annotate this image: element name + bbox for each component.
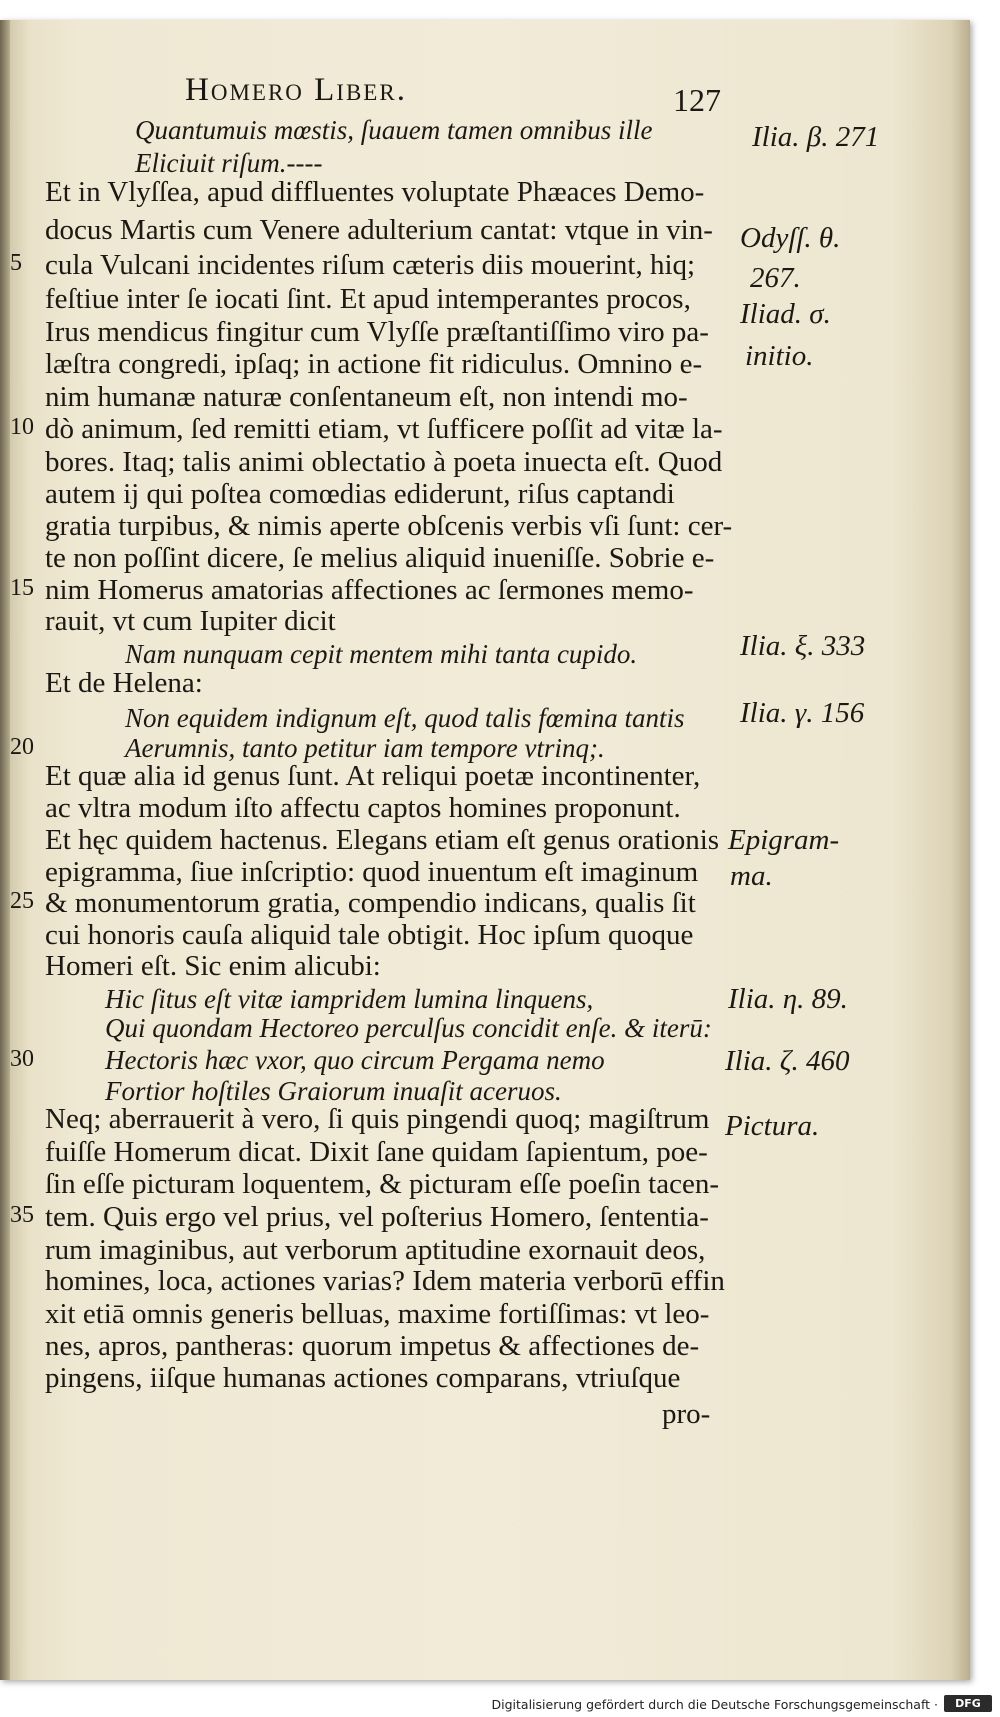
line-text: pingens, iiſque humanas actiones comparans, vtriuſque [45, 1362, 681, 1394]
catchword: pro- [662, 1398, 711, 1430]
margin-note: Odyſſ. θ. [740, 222, 841, 254]
line-text: cula Vulcani incidentes riſum cæteris diis mouerint, hiq; [45, 249, 696, 281]
book-spine-edge [0, 20, 10, 1680]
line-text: Qui quondam Hectoreo perculſus concidit enſe. & iterū: [105, 1013, 712, 1043]
line-text: rum imaginibus, aut verborum aptitudine exornauit deos, [45, 1234, 706, 1266]
line-text: xit etiā omnis generis belluas, maxime fortiſſimas: vt leo- [45, 1298, 710, 1330]
line-text: Non equidem indignum eſt, quod talis fœmina tantis [125, 703, 685, 733]
margin-note: ma. [730, 860, 773, 892]
line-text: Aerumnis, tanto petitur iam tempore vtrinq;. [125, 733, 605, 763]
line-text: Irus mendicus fingitur cum Vlyſſe præſtantiſſimo viro pa- [45, 316, 709, 348]
line-text: Hectoris hæc vxor, quo circum Pergama nemo [105, 1045, 605, 1075]
line-text: fuiſſe Homerum dicat. Dixit ſane quidam ſapientum, poe- [45, 1136, 708, 1168]
line-text: Et quæ alia id genus ſunt. At reliqui poetæ incontinenter, [45, 760, 701, 792]
line-number: 30 [10, 1046, 34, 1072]
line-text: te non poſſint dicere, ſe melius aliquid inueniſſe. Sobrie e- [45, 542, 715, 574]
margin-note: Ilia. β. 271 [752, 121, 880, 153]
margin-note: Ilia. ξ. 333 [740, 630, 866, 662]
margin-note: Ilia. ζ. 460 [725, 1045, 850, 1077]
running-head: Homero Liber. [185, 72, 407, 108]
line-text: Homeri eſt. Sic enim alicubi: [45, 950, 381, 982]
line-text: Quantumuis mœstis, ſuauem tamen omnibus ille [135, 115, 653, 145]
line-number: 5 [10, 250, 22, 276]
line-text: rauit, vt cum Iupiter dicit [45, 605, 336, 637]
margin-note: Ilia. γ. 156 [740, 697, 865, 729]
line-text: & monumentorum gratia, compendio indicans, qualis ſit [45, 887, 696, 919]
margin-note: 267. [750, 262, 801, 294]
margin-note: Iliad. σ. [740, 298, 831, 330]
line-text: Et in Vlyſſea, apud diffluentes voluptate Phæaces Demo- [45, 176, 705, 208]
line-text: tem. Quis ergo vel prius, vel poſterius Homero, ſententia- [45, 1201, 709, 1233]
line-text: Neq; aberrauerit à vero, ſi quis pingendi quoq; magiſtrum [45, 1103, 710, 1135]
line-text: Nam nunquam cepit mentem mihi tanta cupido. [125, 639, 638, 669]
line-number: 35 [10, 1202, 34, 1228]
page-number: 127 [673, 82, 721, 118]
line-text: ac vltra modum iſto affectu captos homines proponunt. [45, 792, 681, 824]
footer-bar [0, 1693, 1000, 1717]
line-text: autem ij qui poſtea comœdias ediderunt, riſus captandi [45, 478, 675, 510]
line-text: cui honoris cauſa aliquid tale obtigit. Hoc ipſum quoque [45, 919, 694, 951]
line-text: læſtra congredi, ipſaq; in actione fit ridiculus. Omnino e- [45, 348, 703, 380]
line-text: nim humanæ naturæ conſentaneum eſt, non intendi mo- [45, 381, 688, 413]
margin-note: Epigram- [728, 824, 840, 856]
line-text: epigramma, ſiue inſcriptio: quod inuentum eſt imaginum [45, 856, 699, 888]
line-text: feſtiue inter ſe iocati ſint. Et apud intemperantes procos, [45, 283, 691, 315]
margin-note: initio. [745, 340, 814, 372]
line-text: docus Martis cum Venere adulterium cantat: vtque in vin- [45, 214, 713, 246]
line-text: bores. Itaq; talis animi oblectatio à poeta inuecta eſt. Quod [45, 446, 723, 478]
line-number: 15 [10, 575, 34, 601]
dfg-logo-icon: DFG [944, 1695, 992, 1712]
line-text: nim Homerus amatorias affectiones ac ſermones memo- [45, 574, 694, 606]
line-text: homines, loca, actiones varias? Idem materia verborū effin [45, 1265, 725, 1297]
line-text: Fortior hoſtiles Graiorum inuaſit aceruos. [105, 1076, 562, 1106]
line-text: Et hęc quidem hactenus. Elegans etiam eſt genus orationis [45, 824, 720, 856]
margin-note: Ilia. η. 89. [728, 983, 848, 1015]
line-number: 10 [10, 414, 34, 440]
line-text: dò animum, ſed remitti etiam, vt ſufficere poſſit ad vitæ la- [45, 413, 723, 445]
line-number: 25 [10, 888, 34, 914]
line-text: nes, apros, pantheras: quorum impetus & affectiones de- [45, 1330, 700, 1362]
line-text: gratia turpibus, & nimis aperte obſcenis verbis vſi ſunt: cer- [45, 510, 733, 542]
footer-credit: Digitalisierung gefördert durch die Deutsche Forschungsgemeinschaft · [491, 1697, 938, 1712]
line-text: Hic ſitus eſt vitæ iampridem lumina linquens, [105, 984, 594, 1014]
line-text: Et de Helena: [45, 667, 203, 699]
margin-note: Pictura. [725, 1110, 820, 1142]
line-text: ſin eſſe picturam loquentem, & picturam eſſe poeſin tacen- [45, 1168, 720, 1200]
line-text: Eliciuit riſum.---- [135, 148, 323, 178]
line-number: 20 [10, 734, 34, 760]
